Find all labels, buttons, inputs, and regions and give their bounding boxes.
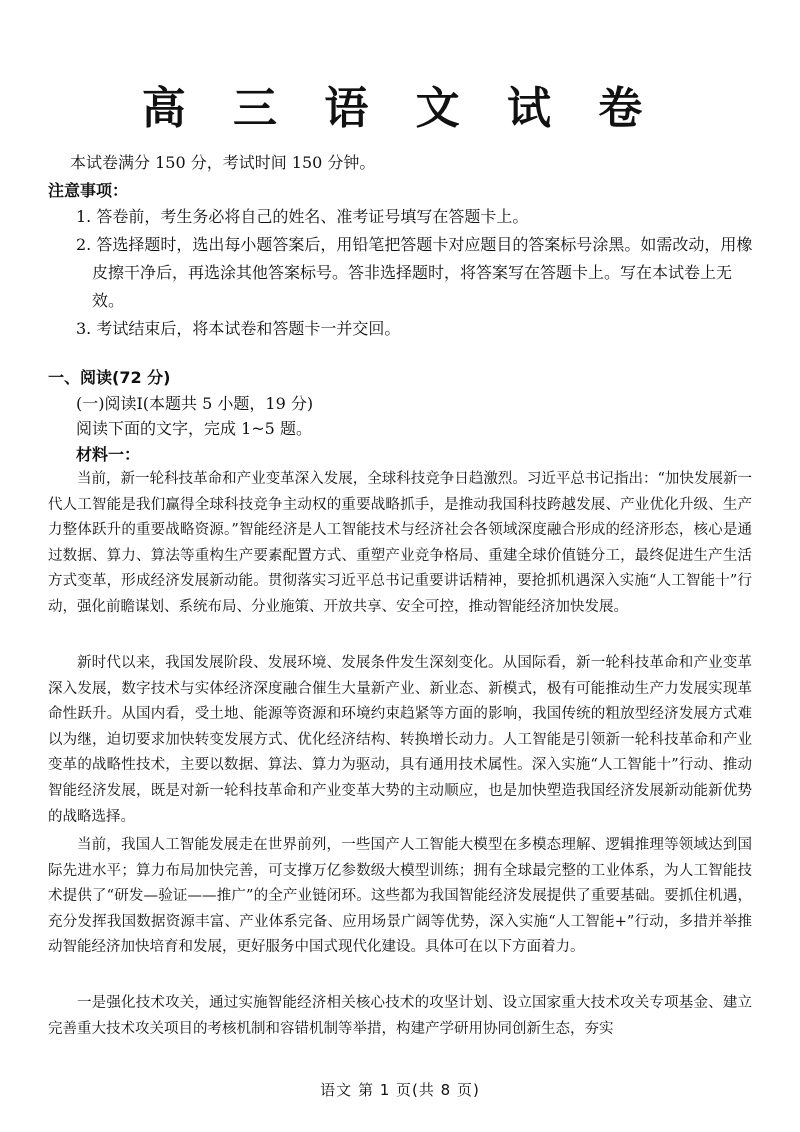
subsection-heading: (一)阅读Ⅰ(本题共 5 小题，19 分) (76, 394, 314, 413)
notice-item-3: 3. 考试结束后，将本试卷和答题卡一并交回。 (76, 319, 401, 338)
paragraph-3: 当前，我国人工智能发展走在世界前列，一些国产人工智能大模型在多模态理解、逻辑推理等领域达到国际先进水平；算力布局加快完善，可支撑万亿参数级大模型训练；拥有全球最完整的工业体系，为人工智能技术提供了“研发—验证——推广”的全产业链闭环。这些都为我国智能经济发展提供了重要基础。要抓住机遇，充分发挥我国数据资源丰富、产业体系完备、应用场景广阔等优势，深入实施“人工智能+”行动，多措并举推动智能经济加快培育和发展，更好服务中国式现代化建设。具体可在以下方面着力。 (48, 837, 752, 956)
exam-title: 高 三 语 文 试 卷 (141, 83, 659, 134)
page-footer: 语文 第 1 页(共 8 页) (320, 1081, 480, 1099)
exam-intro: 本试卷满分 150 分，考试时间 150 分钟。 (70, 153, 376, 172)
notice-heading: 注意事项： (48, 181, 129, 200)
paragraph-1: 当前，新一轮科技革命和产业变革深入发展，全球科技竞争日趋激烈。习近平总书记指出：“加快发展新一代人工智能是我们赢得全球科技竞争主动权的重要战略抓手，是推动我国科技跨越发展、产业优化升级、生产力整体跃升的重要战略资源。”智能经济是人工智能技术与经济社会各领域深度融合形成的经济形态，核心是通过数据、算力、算法等重构生产要素配置方式、重塑产业竞争格局、重建全球价值链分工，最终促进生产生活方式变革，形成经济发展新动能。贯彻落实习近平总书记重要讲话精神，要抢抓机遇深入实施“人工智能十”行动，强化前瞻谋划、系统布局、分业施策、开放共享、安全可控，推动智能经济加快发展。 (48, 471, 752, 615)
material-label: 材料一： (76, 445, 141, 464)
notice-item-2-cont: 皮擦干净后，再选涂其他答案标号。答非选择题时，将答案写在答题卡上。写在本试卷上无 (92, 263, 733, 282)
paragraph-4: 一是强化技术攻关，通过实施智能经济相关核心技术的攻坚计划、设立国家重大技术攻关专项基金、建立完善重大技术攻关项目的考核机制和容错机制等举措，构建产学研用协同创新生态，夯实 (48, 995, 752, 1037)
notice-item-2: 2. 答选择题时，选出每小题答案后，用铅笔把答题卡对应题目的答案标号涂黑。如需改动，用橡 (76, 235, 753, 254)
notice-item-1: 1. 答卷前，考生务必将自己的姓名、准考证号填写在答题卡上。 (76, 207, 529, 226)
notice-item-2-end: 效。 (92, 291, 125, 310)
section-heading: 一、阅读(72 分) (48, 368, 171, 387)
reading-instruction: 阅读下面的文字，完成 1~5 题。 (76, 419, 312, 438)
paragraph-2: 新时代以来，我国发展阶段、发展环境、发展条件发生深刻变化。从国际看，新一轮科技革命和产业变革深入发展，数字技术与实体经济深度融合催生大量新产业、新业态、新模式，极有可能推动生产力发展实现革命性跃升。从国内看，受土地、能源等资源和环境约束趋紧等方面的影响，我国传统的粗放型经济发展方式难以为继，迫切要求加快转变发展方式、优化经济结构、转换增长动力。人工智能是引领新一轮科技革命和产业变革的战略性技术，主要以数据、算法、算力为驱动，具有通用技术属性。深入实施“人工智能十”行动、推动智能经济发展，既是对新一轮科技革命和产业变革大势的主动顺应，也是加快塑造我国经济发展新动能新优势的战略选择。 (48, 655, 752, 825)
